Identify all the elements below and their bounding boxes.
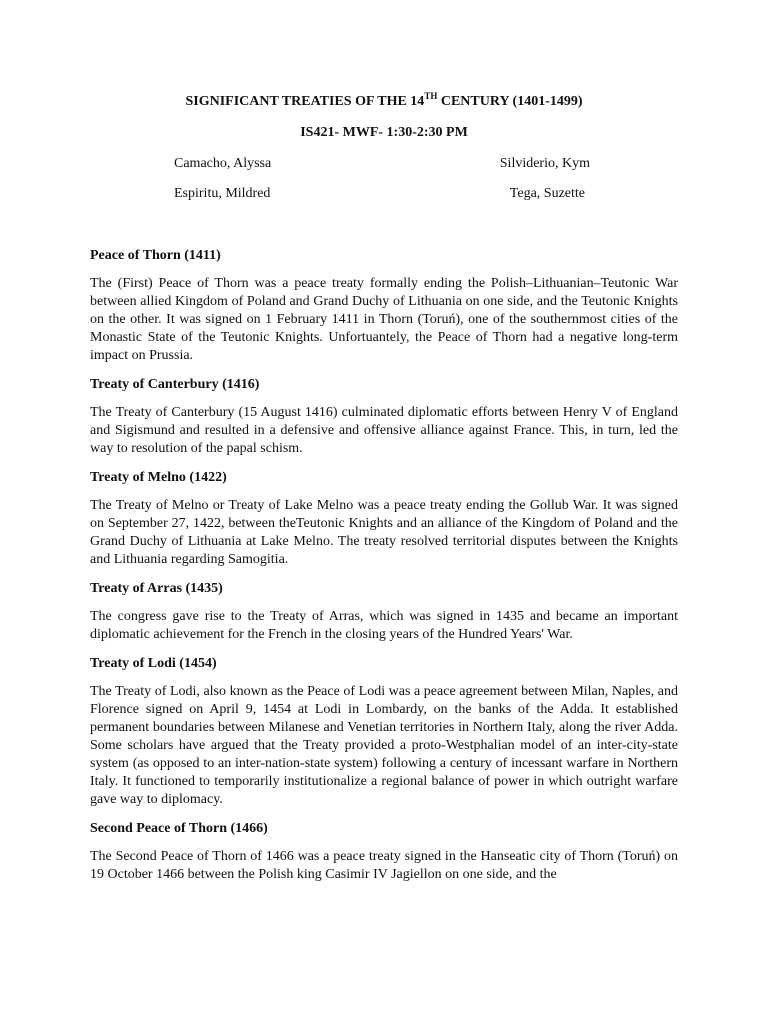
section-treaty-of-arras <box>90 579 678 644</box>
section-heading: Treaty of Canterbury (1416) <box>90 377 260 392</box>
section-peace-of-thorn <box>90 246 678 365</box>
section-heading: Second Peace of Thorn (1466) <box>90 821 268 836</box>
section-treaty-of-lodi <box>90 654 678 809</box>
author-name: Tega, Suzette <box>509 186 585 201</box>
document-title <box>0 92 768 112</box>
section-heading: Peace of Thorn (1411) <box>90 248 221 263</box>
section-paragraph: The congress gave rise to the Treaty of Arras, which was signed in 1435 and became an important diplomatic achievement for the French in the closing years of the Hundred Years' War. <box>90 609 678 642</box>
section-heading: Treaty of Arras (1435) <box>90 581 223 596</box>
title-text: SIGNIFICANT TREATIES OF THE 14 <box>185 94 425 109</box>
section-second-peace-of-thorn <box>90 819 678 884</box>
section-heading: Treaty of Melno (1422) <box>90 470 227 485</box>
section-heading: Treaty of Lodi (1454) <box>90 656 217 671</box>
title-superscript: TH <box>424 91 438 101</box>
section-paragraph: The Treaty of Melno or Treaty of Lake Melno was a peace treaty ending the Gollub War. It was signed on September 27, 1422, between theTeutonic Knights and an alliance of the Kingdom of Poland and the Grand Duchy of Lithuania at Lake Melno. The treaty resolved territorial disputes between the Knights and Lithuania regarding Samogitia. <box>90 498 678 567</box>
section-paragraph: The (First) Peace of Thorn was a peace treaty formally ending the Polish–Lithuanian–Teutonic War between allied Kingdom of Poland and Grand Duchy of Lithuania on one side, and the Teutonic Knights on the other. It was signed on 1 February 1411 in Thorn (Toruń), one of the southernmost cities of the Monastic State of the Teutonic Knights. Unfortuantely, the Peace of Thorn had a negative long-term impact on Prussia. <box>90 276 678 363</box>
course-info: IS421- MWF- 1:30-2:30 PM <box>300 125 468 140</box>
title-text-suffix: CENTURY (1401-1499) <box>437 94 583 109</box>
section-paragraph: The Treaty of Canterbury (15 August 1416) culminated diplomatic efforts between Henry V of England and Sigismund and resulted in a defensive and offensive alliance against France. This, in turn, led the way to resolution of the papal schism. <box>90 405 678 456</box>
document-body <box>90 246 678 894</box>
author-name: Espiritu, Mildred <box>174 186 271 201</box>
section-paragraph: The Second Peace of Thorn of 1466 was a peace treaty signed in the Hanseatic city of Thorn (Toruń) on 19 October 1466 between the Polish king Casimir IV Jagiellon on one side, and the <box>90 849 678 882</box>
section-treaty-of-canterbury <box>90 375 678 458</box>
author-name: Silviderio, Kym <box>499 156 590 171</box>
section-paragraph: The Treaty of Lodi, also known as the Peace of Lodi was a peace agreement between Milan, Naples, and Florence signed on April 9, 1454 at Lodi in Lombardy, on the banks of the Adda. It established permanent boundaries between Milanese and Venetian territories in Northern Italy, along the river Adda. Some scholars have argued that the Treaty provided a proto-Westphalian model of an inter-city-state system (as opposed to an inter-nation-state system) following a century of incessant warfare in Northern Italy. It functioned to temporarily institutionalize a regional balance of power in which outright warfare gave way to diplomacy. <box>90 684 678 807</box>
author-name: Camacho, Alyssa <box>174 156 272 171</box>
section-treaty-of-melno <box>90 468 678 569</box>
